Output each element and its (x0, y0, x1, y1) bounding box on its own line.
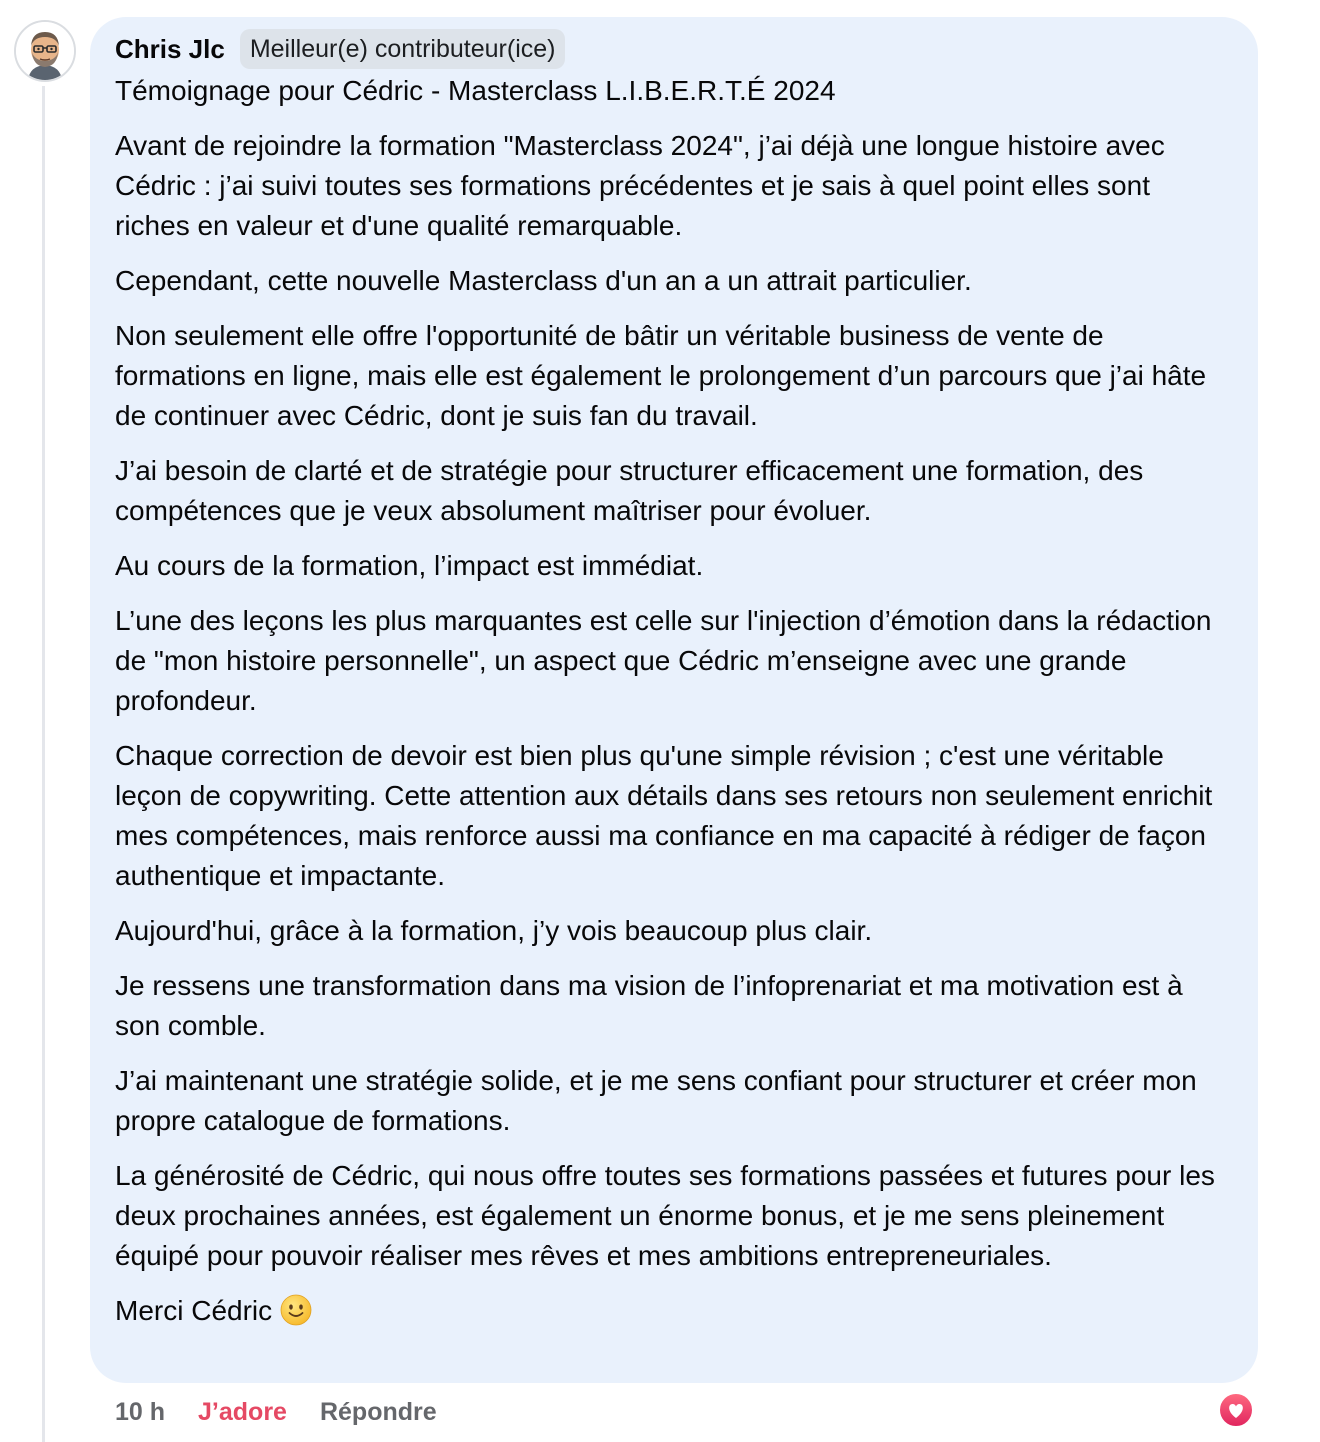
comment-actions (115, 1396, 437, 1428)
comment-paragraph: Cependant, cette nouvelle Masterclass d'un an a un attrait particulier. (115, 265, 972, 296)
love-button[interactable]: J’adore (198, 1397, 287, 1426)
comment-paragraph: Je ressens une transformation dans ma vision de l’infoprenariat et ma motivation est à son comble. (115, 970, 1183, 1041)
comment-timestamp[interactable]: 10 h (115, 1397, 166, 1426)
slightly-smiling-face-icon (280, 1294, 312, 1337)
comment-bubble (90, 17, 1258, 1383)
thread-line (42, 86, 45, 1442)
comment-header (115, 27, 1228, 71)
comment-paragraph: Au cours de la formation, l’impact est immédiat. (115, 550, 704, 581)
comment-title: Témoignage pour Cédric - Masterclass L.I.B.E.R.T.É 2024 (115, 75, 836, 106)
comment-paragraph: Aujourd'hui, grâce à la formation, j’y vois beaucoup plus clair. (115, 915, 873, 946)
love-reaction-icon[interactable] (1218, 1392, 1254, 1428)
comment-paragraph: Avant de rejoindre la formation "Masterclass 2024", j’ai déjà une longue histoire avec Cédric : j’ai suivi toutes ses formations précédentes et je sais à quel point elles sont riches en valeur et d'une qualité remarquable. (115, 130, 1165, 241)
author-name[interactable]: Chris Jlc (115, 33, 225, 64)
comment-body (115, 126, 1228, 1337)
reply-button[interactable]: Répondre (319, 1397, 437, 1426)
comment-paragraph: Chaque correction de devoir est bien plus qu'une simple révision ; c'est une véritable leçon de copywriting. Cette attention aux détails dans ses retours non seulement enrichit mes compétences, mais renforce aussi ma confiance en ma capacité à rédiger de façon authentique et impactante. (115, 740, 1213, 891)
avatar-icon (16, 22, 74, 80)
avatar[interactable] (14, 20, 76, 82)
closing-text: Merci Cédric (115, 1295, 273, 1326)
comment-paragraph: La générosité de Cédric, qui nous offre toutes ses formations passées et futures pour les deux prochaines années, est également un énorme bonus, et je me sens pleinement équipé pour pouvoir réaliser mes rêves et mes ambitions entrepreneuriales. (115, 1160, 1215, 1271)
comment-paragraph: J’ai besoin de clarté et de stratégie pour structurer efficacement une formation, des compétences que je veux absolument maîtriser pour évoluer. (115, 455, 1144, 526)
comment-paragraph: J’ai maintenant une stratégie solide, et je me sens confiant pour structurer et créer mon propre catalogue de formations. (115, 1065, 1197, 1136)
comment-closing (115, 1291, 1228, 1337)
comment-paragraph: Non seulement elle offre l'opportunité de bâtir un véritable business de vente de formations en ligne, mais elle est également le prolongement d’un parcours que j’ai hâte de continuer avec Cédric, dont je suis fan du travail. (115, 320, 1207, 431)
comment-paragraph: L’une des leçons les plus marquantes est celle sur l'injection d’émotion dans la rédaction de "mon histoire personnelle", un aspect que Cédric m’enseigne avec une grande profondeur. (115, 605, 1212, 716)
contributor-badge: Meilleur(e) contributeur(ice) (240, 29, 566, 69)
